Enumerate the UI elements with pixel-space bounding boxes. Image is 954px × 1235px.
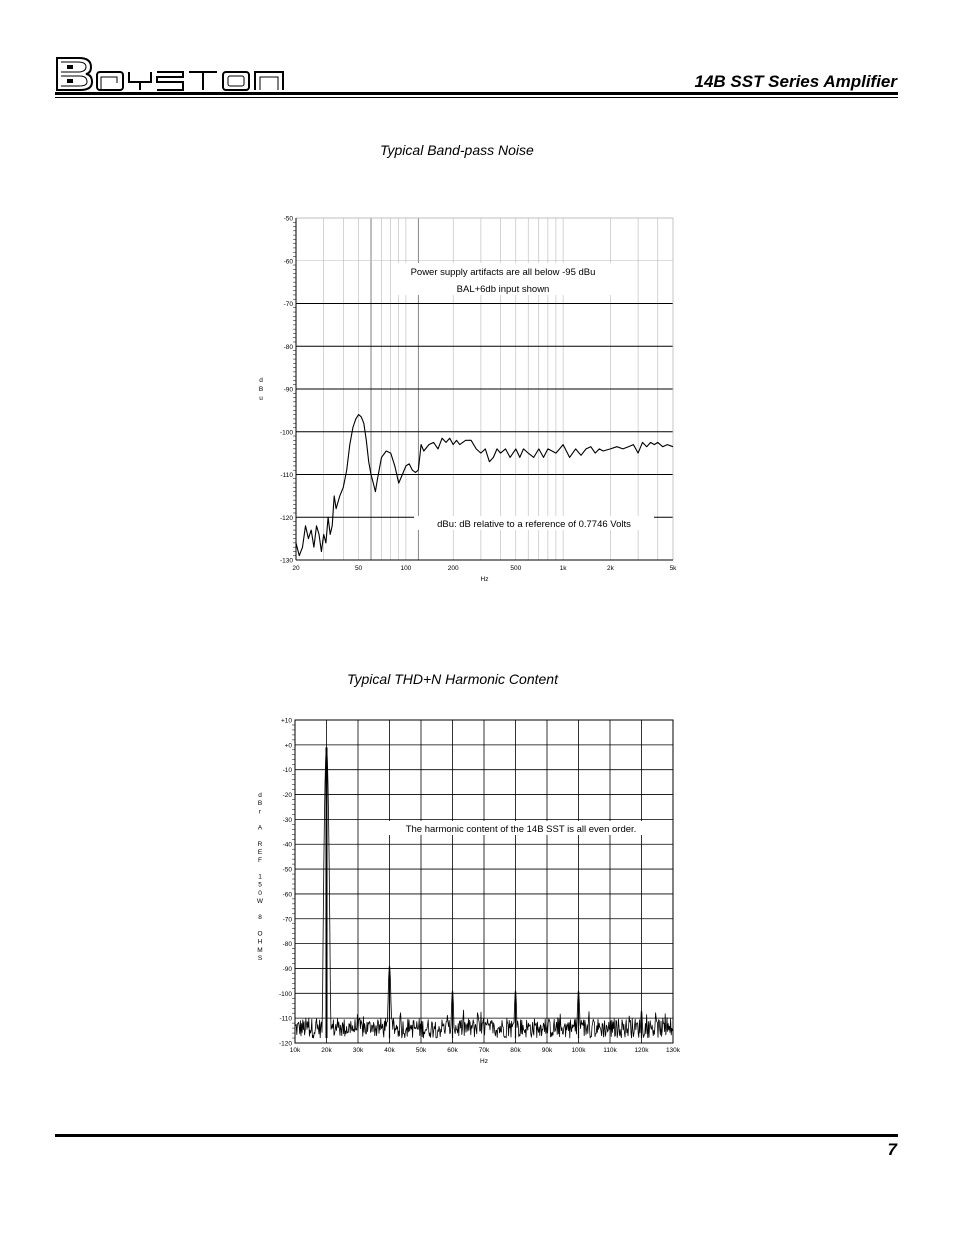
chart2-y-tick-label: -120 — [278, 1040, 292, 1048]
chart2-y-axis-label-char: A — [257, 824, 263, 832]
chart1-y-tick-label: -100 — [279, 429, 293, 437]
chart1-x-tick-label: 20 — [292, 565, 300, 572]
chart2-y-tick-label: -70 — [282, 916, 292, 924]
chart2-y-tick-label: -40 — [282, 841, 292, 849]
chart2-x-tick-label: 40k — [384, 1047, 395, 1054]
chart2-y-axis-label-char: F — [258, 857, 262, 865]
chart2-y-axis-label-char: S — [257, 955, 263, 962]
chart2-y-axis-label-char: 8 — [258, 914, 262, 922]
chart2-x-tick-label: 90k — [541, 1047, 553, 1054]
chart2-y-axis-label-char: 0 — [258, 889, 262, 897]
chart2-annotation: The harmonic content of the 14B SST is all even order. — [405, 824, 637, 835]
chart2-y-axis-label-char: B — [257, 800, 263, 808]
chart1-x-tick-label: 200 — [447, 565, 459, 572]
chart1-y-tick-label: -60 — [283, 258, 293, 266]
chart1-x-axis-label: Hz — [480, 576, 489, 583]
page-number: 7 — [887, 1140, 897, 1159]
chart2-title: Typical THD+N Harmonic Content — [347, 671, 558, 687]
chart2-x-tick-label: 20k — [321, 1047, 332, 1054]
chart1-annotation-3: dBu: dB relative to a reference of 0.7746 Volts — [437, 519, 631, 530]
chart2-y-axis-label-char: M — [257, 946, 263, 954]
chart1-annotation-1: Power supply artifacts are all below -95 dBu — [410, 267, 596, 278]
chart2-y-tick-label: -60 — [282, 891, 292, 899]
chart1-y-axis-label-char: u — [259, 395, 263, 402]
document-title: 14B SST Series Amplifier — [694, 72, 897, 91]
chart1-y-tick-label: -120 — [279, 514, 293, 522]
chart1-y-tick-label: -80 — [283, 343, 293, 351]
chart2-x-tick-label: 10k — [289, 1047, 301, 1054]
chart1-y-tick-label: -130 — [279, 557, 293, 565]
chart2-y-axis-label-char: 1 — [258, 873, 262, 881]
chart1-y-tick-label: -110 — [280, 472, 293, 479]
chart1-y-tick-label: -70 — [283, 301, 293, 308]
chart2-x-tick-label: 60k — [447, 1047, 458, 1054]
chart1-x-tick-label: 50 — [354, 565, 363, 572]
chart2-x-tick-label: 120k — [634, 1047, 649, 1054]
chart2-y-axis-label-char: W — [256, 898, 264, 905]
chart1-y-tick-label: -90 — [283, 386, 293, 394]
chart1-y-axis-label-char: d — [259, 377, 263, 384]
chart1-x-tick-label: 5k — [669, 565, 677, 572]
chart2-y-tick-label: -110 — [279, 1015, 292, 1023]
chart2-x-tick-label: 50k — [415, 1047, 427, 1054]
chart1-x-tick-label: 2k — [606, 565, 614, 572]
chart2-y-axis-label-char: R — [257, 840, 263, 848]
chart2-y-tick-label: -90 — [282, 965, 292, 973]
chart1-series-line — [296, 415, 673, 556]
chart1-y-axis-label-char: B — [258, 386, 264, 393]
chart2-x-tick-label: 80k — [510, 1047, 521, 1054]
chart1-y-tick-label: -50 — [283, 215, 293, 223]
chart2-y-tick-label: +10 — [280, 717, 292, 725]
chart2-y-tick-label: -10 — [282, 767, 292, 775]
chart2-y-tick-label: -20 — [282, 792, 292, 800]
chart1-x-tick-label: 500 — [510, 565, 522, 572]
chart2-y-axis-label-char: 5 — [258, 881, 262, 889]
chart2-y-tick-label: -50 — [282, 866, 292, 874]
chart2-y-tick-label: -100 — [278, 990, 292, 998]
chart2-y-axis-label-char: H — [257, 938, 263, 946]
chart2-y-axis-label-char: E — [257, 849, 263, 856]
chart2-y-tick-label: -30 — [282, 816, 292, 824]
chart2-y-axis-label-char: d — [258, 792, 262, 799]
chart2-y-axis-label-char: r — [258, 808, 262, 816]
footer-rule — [55, 1134, 898, 1137]
chart2-y-tick-label: -80 — [282, 941, 292, 949]
chart2-y-axis-label-char: O — [257, 930, 263, 938]
chart1-title: Typical Band-pass Noise — [380, 142, 534, 158]
chart1-x-tick-label: 1k — [559, 565, 567, 572]
chart2-x-axis-label: Hz — [480, 1058, 488, 1065]
chart2-x-tick-label: 70k — [478, 1047, 490, 1054]
chart2-x-tick-label: 130k — [665, 1047, 681, 1054]
chart1-annotation-2: BAL+6db input shown — [456, 284, 550, 295]
chart1-x-tick-label: 100 — [400, 565, 412, 572]
chart2-x-tick-label: 110k — [603, 1047, 617, 1054]
chart2-x-tick-label: 30k — [352, 1047, 364, 1054]
chart2-y-tick-label: +0 — [284, 742, 292, 750]
chart2-x-tick-label: 100k — [571, 1047, 586, 1054]
